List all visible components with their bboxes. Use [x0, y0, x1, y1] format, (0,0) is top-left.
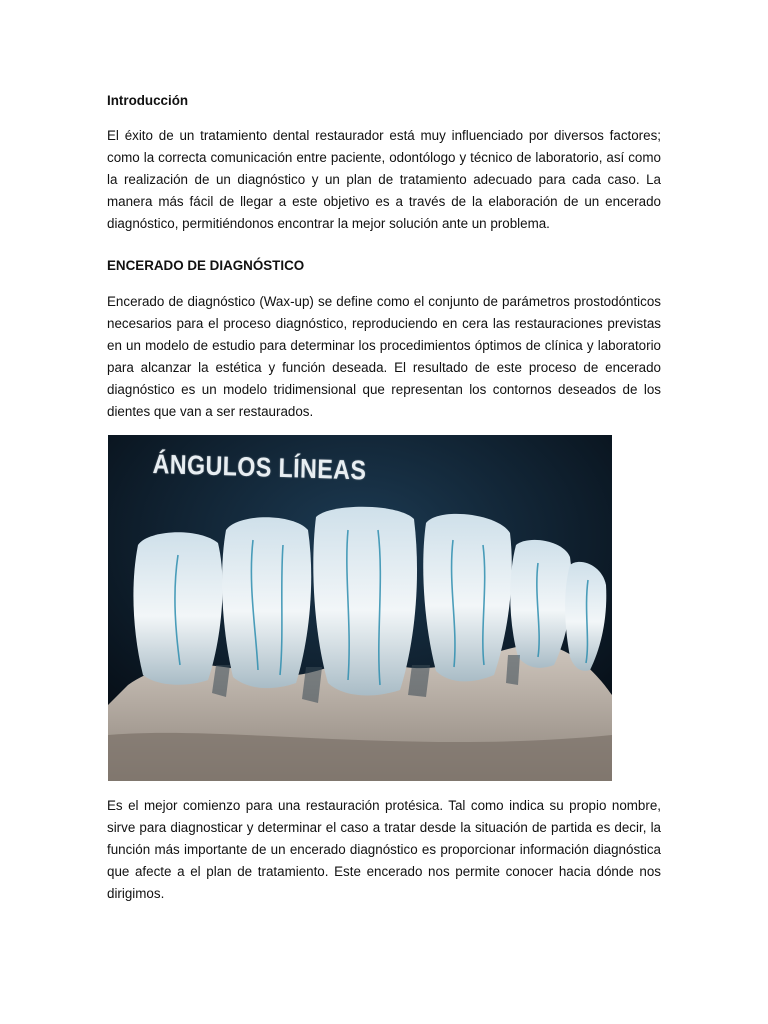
- encerado-paragraph: Encerado de diagnóstico (Wax-up) se define como el conjunto de parámetros prostodónticos necesarios para el proceso diagnóstico, reproduciendo en cera las restauraciones previstas en un modelo de estudio para determinar los procedimientos óptimos de clínica y laboratorio para alcanzar la estética y función deseada. El resultado de este proceso de encerado diagnóstico es un modelo tridimensional que representan los contornos deseados de los dientes que van a ser restaurados.: [107, 294, 661, 419]
- closing-paragraph: Es el mejor comienzo para una restauración protésica. Tal como indica su propio nombre, sirve para diagnosticar y determinar el caso a tratar desde la situación de partida es decir, la función más importante de un encerado diagnóstico es proporcionar información diagnóstica que afecte a el plan de tratamiento. Este encerado nos permite conocer hacia dónde nos dirigimos.: [107, 798, 661, 901]
- intro-paragraph: El éxito de un tratamiento dental restaurador está muy influenciado por diversos factores; como la correcta comunicación entre paciente, odontólogo y técnico de laboratorio, así como la realización de un diagnóstico y un plan de tratamiento adecuado para cada caso. La manera más fácil de llegar a este objetivo es a través de la elaboración de un encerado diagnóstico, permitiéndonos encontrar la mejor solución ante un problema.: [107, 128, 661, 231]
- figure-caption: ÁNGULOS LÍNEAS: [152, 449, 367, 486]
- teeth-illustration: [108, 435, 612, 781]
- encerado-heading: ENCERADO DE DIAGNÓSTICO: [107, 258, 305, 273]
- intro-heading: Introducción: [107, 93, 189, 108]
- dental-wax-up-photo: [108, 435, 612, 781]
